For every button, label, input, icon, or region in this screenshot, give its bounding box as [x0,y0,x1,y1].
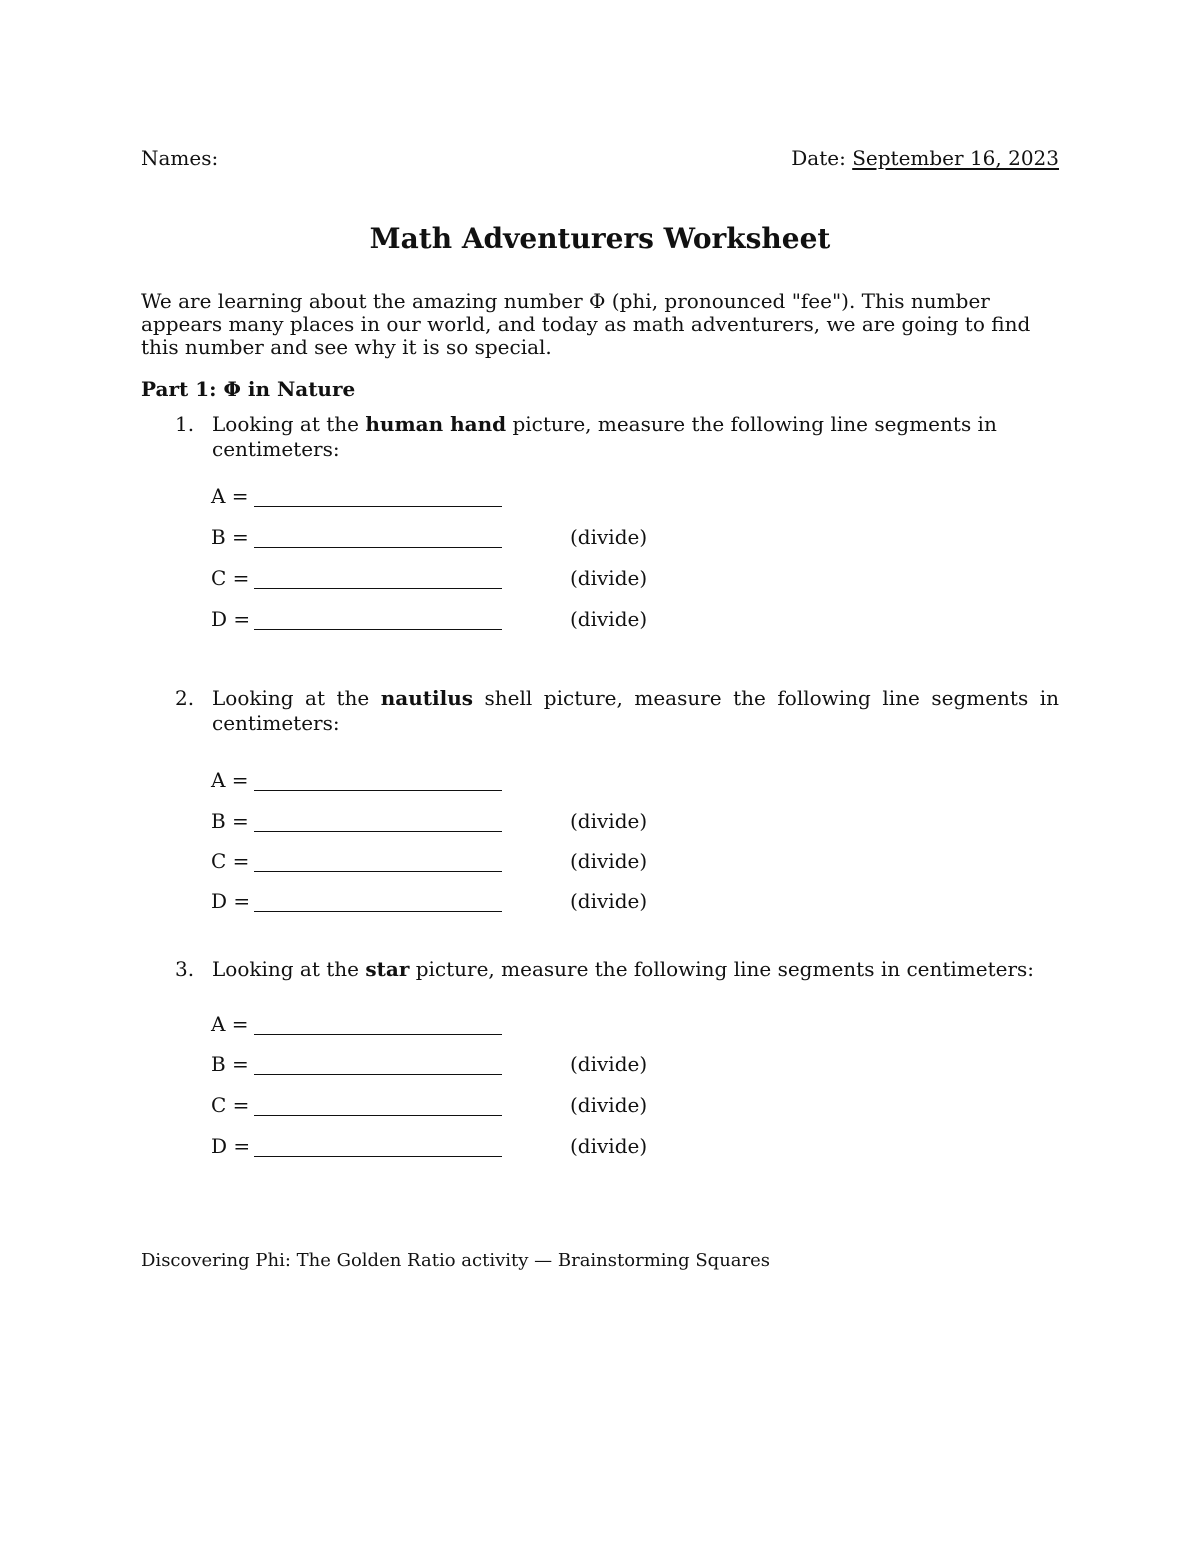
answer-row [211,1093,711,1121]
answer-note: (divide) [570,607,648,631]
question-number: 1. [175,412,195,436]
answer-row [211,566,711,594]
answer-blank[interactable] [254,1074,502,1075]
answer-blank[interactable] [254,790,502,791]
answer-row [211,1052,711,1080]
answer-row [211,889,711,917]
answer-blank[interactable] [254,1156,502,1157]
answer-note: (divide) [570,849,648,873]
answer-blank[interactable] [254,831,502,832]
question-keyword: human hand [365,412,507,436]
answer-label: B = [211,809,249,833]
question-text [212,412,1059,462]
answer-label: B = [211,525,249,549]
date-value: September 16, 2023 [852,146,1059,170]
answer-row [211,849,711,877]
names-label: Names: [141,146,219,170]
answer-blank[interactable] [254,911,502,912]
answer-row [211,484,711,512]
question-keyword: nautilus [380,686,474,710]
question-text [212,957,1059,982]
answer-label: D = [211,1134,251,1158]
answer-label: C = [211,1093,250,1117]
answer-note: (divide) [570,525,648,549]
part-1-heading: Part 1: Φ in Nature [141,377,356,401]
date-field [791,146,1059,170]
answer-label: A = [211,1012,249,1036]
answer-note: (divide) [570,566,648,590]
question-keyword: star [365,957,410,981]
answer-blank[interactable] [254,588,502,589]
header-row [141,146,1059,174]
answer-blank[interactable] [254,547,502,548]
footer-text: Discovering Phi: The Golden Ratio activity — Brainstorming Squares [141,1250,771,1271]
answer-label: A = [211,484,249,508]
question-number: 3. [175,957,195,981]
question-text-before: Looking at the [212,412,366,436]
answer-blank[interactable] [254,1034,502,1035]
answer-label: D = [211,607,251,631]
question-1 [141,412,1059,462]
question-number: 2. [175,686,195,710]
intro-paragraph: We are learning about the amazing number Φ (phi, pronounced "fee"). This number appears many places in our world, and today as math adventurers, we are going to find this number and see why it is so special. [141,289,1031,359]
answer-label: B = [211,1052,249,1076]
answer-row [211,1012,711,1040]
answer-note: (divide) [570,1134,648,1158]
question-text [212,686,1059,736]
question-text-before: Looking at the [212,957,366,981]
answer-row [211,525,711,553]
answer-blank[interactable] [254,871,502,872]
question-3 [141,957,1059,982]
answer-label: C = [211,566,250,590]
answer-row [211,768,711,796]
worksheet-title: Math Adventurers Worksheet [369,222,831,255]
question-2 [141,686,1059,736]
answer-note: (divide) [570,1052,648,1076]
question-text-after: shell picture, measure the following line segments in centimeters: [212,686,1059,735]
answer-row [211,1134,711,1162]
question-text-after: picture, measure the following line segments in centimeters: [212,412,997,461]
answer-label: A = [211,768,249,792]
answer-note: (divide) [570,809,648,833]
answer-blank[interactable] [254,506,502,507]
answer-label: D = [211,889,251,913]
answer-blank[interactable] [254,1115,502,1116]
answer-row [211,607,711,635]
answer-row [211,809,711,837]
question-text-after: picture, measure the following line segments in centimeters: [409,957,1035,981]
answer-note: (divide) [570,889,648,913]
answer-note: (divide) [570,1093,648,1117]
date-label: Date: [791,146,846,170]
question-text-before: Looking at the [212,686,381,710]
answer-blank[interactable] [254,629,502,630]
answer-label: C = [211,849,250,873]
